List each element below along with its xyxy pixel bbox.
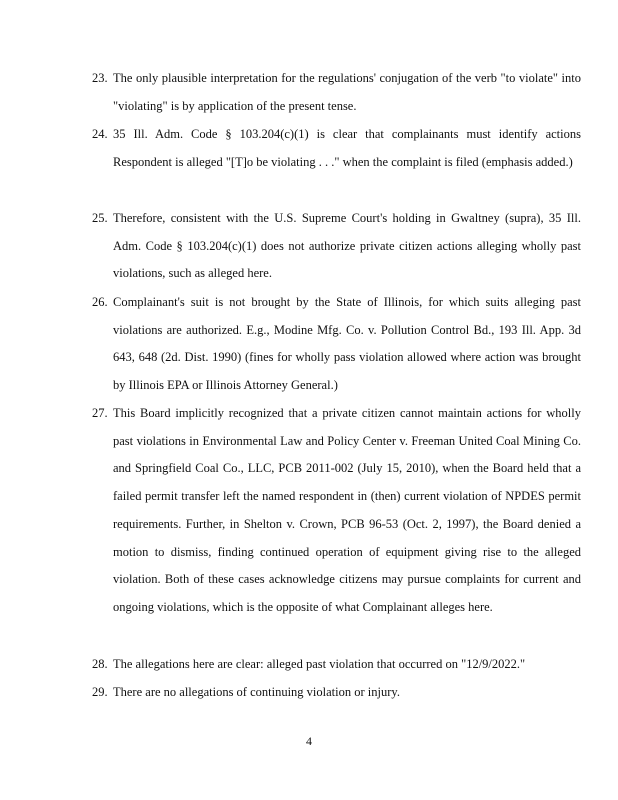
paragraph-text: Therefore, consistent with the U.S. Supreme Court's holding in Gwaltney (supra), 35 Ill. Adm. Code § 103.204(c)(1) does not authorize private citizen actions alleging wholly past violations, such as alleged here. xyxy=(113,211,581,281)
paragraph-text: There are no allegations of continuing violation or injury. xyxy=(113,685,400,699)
paragraph-number: 26. xyxy=(92,295,108,309)
paragraph-text: This Board implicitly recognized that a private citizen cannot maintain actions for wholly past violations in Environmental Law and Policy Center v. Freeman United Coal Mining Co. and Springfield Coal Co., LLC, PCB 2011-002 (July 15, 2010), when the Board held that a failed permit transfer left the named respondent in (then) current violation of NPDES permit requirements. Further, in Shelton v. Crown, PCB 96-53 (Oct. 2, 1997), the Board denied a motion to dismiss, finding continued operation of equipment giving rise to the alleged violation. Both of these cases acknowledge citizens may pursue complaints for current and ongoing violations, which is the opposite of what Complainant alleges here. xyxy=(113,406,581,614)
paragraph-text: 35 Ill. Adm. Code § 103.204(c)(1) is clear that complainants must identify actions Respondent is alleged "[T]o be violating . . ." when the complaint is filed (emphasis added.) xyxy=(113,127,581,169)
paragraph-text: The only plausible interpretation for the regulations' conjugation of the verb "to violate" into "violating" is by application of the present tense. xyxy=(113,71,581,113)
paragraph-text: Complainant's suit is not brought by the State of Illinois, for which suits alleging past violations are authorized. E.g., Modine Mfg. Co. v. Pollution Control Bd., 193 Ill. App. 3d 643, 648 (2d. Dist. 1990) (fines for wholly pass violation allowed where action was brought by Illinois EPA or Illinois Attorney General.) xyxy=(113,295,581,393)
page-number: 4 xyxy=(306,734,312,748)
paragraph-number: 24. xyxy=(92,127,108,141)
paragraph-number: 25. xyxy=(92,211,108,225)
paragraph-number: 28. xyxy=(92,657,108,671)
paragraph-number: 29. xyxy=(92,685,108,699)
paragraph-text: The allegations here are clear: alleged past violation that occurred on "12/9/2022." xyxy=(113,657,526,671)
paragraph-number: 23. xyxy=(92,71,108,85)
paragraph-number: 27. xyxy=(92,406,108,420)
